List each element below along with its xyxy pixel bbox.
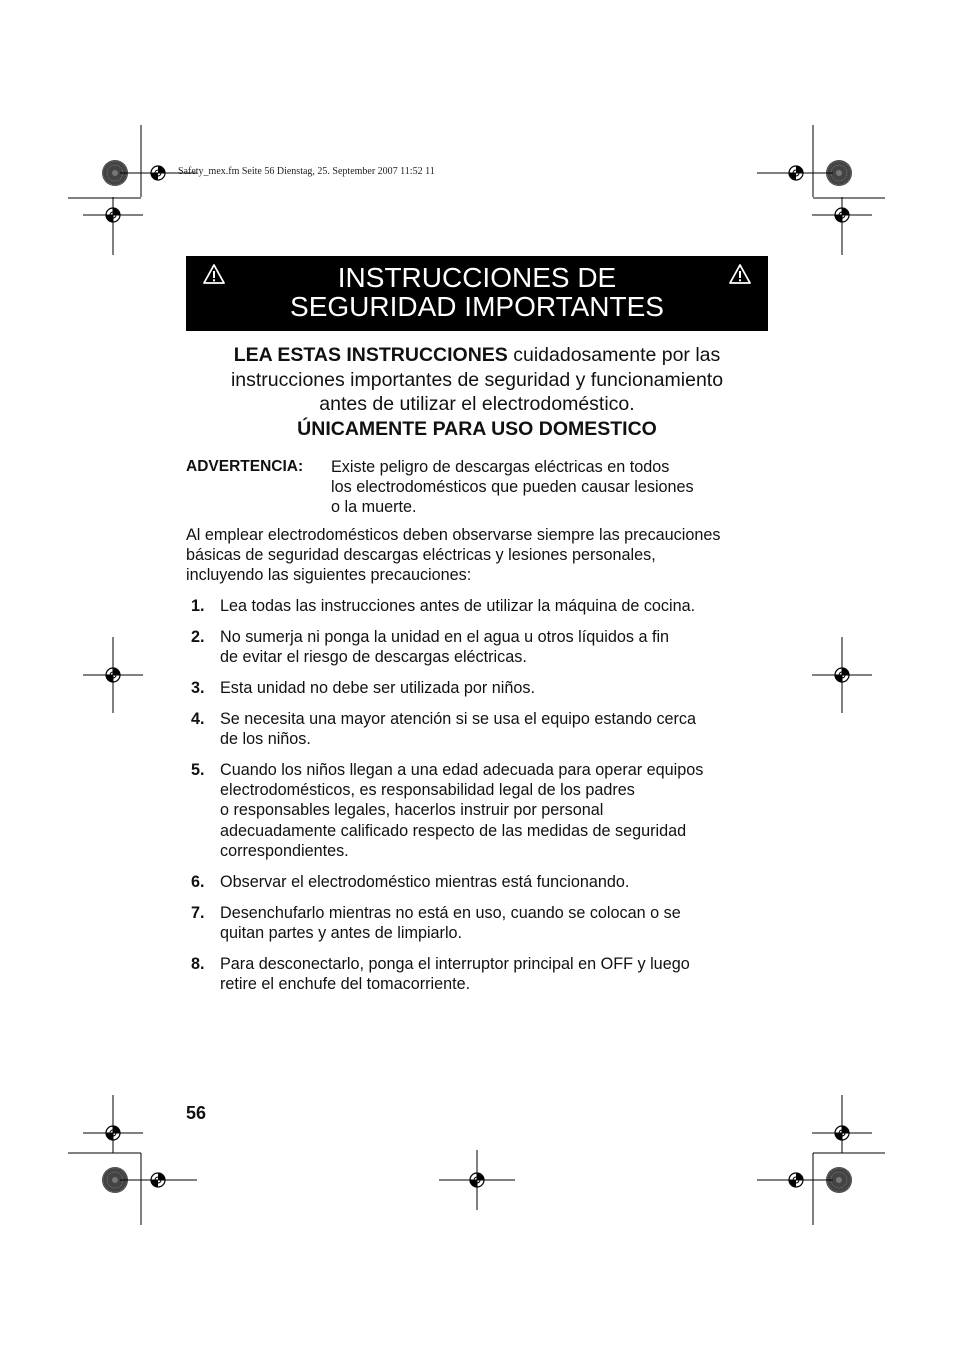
- registration-mark: [789, 166, 803, 180]
- registration-mark: [106, 668, 120, 682]
- item-number: 8.: [191, 954, 205, 973]
- intro-line-3: antes de utilizar el electrodoméstico.: [319, 393, 635, 415]
- registration-mark: [106, 1126, 120, 1140]
- item-line: de evitar el riesgo de descargas eléctricas.: [220, 648, 527, 667]
- registration-mark: [151, 166, 165, 180]
- warning-line: Existe peligro de descargas eléctricas en todos: [331, 458, 670, 476]
- item-number: 5.: [191, 760, 205, 779]
- item-line: de los niños.: [220, 730, 311, 749]
- item-line: Para desconectarlo, ponga el interruptor principal en OFF y luego: [220, 954, 690, 973]
- title-banner: [186, 256, 768, 331]
- warning-line: los electrodomésticos que pueden causar lesiones: [331, 478, 694, 497]
- item-line: Lea todas las instrucciones antes de utilizar la máquina de cocina.: [220, 597, 696, 615]
- page-number: 56: [186, 1103, 207, 1123]
- intro-paragraph: [186, 343, 768, 441]
- item-line: Desenchufarlo mientras no está en uso, cuando se colocan o se: [220, 903, 681, 922]
- item-line: o responsables legales, hacerlos instruir por personal: [220, 801, 604, 820]
- warning-label: ADVERTENCIA:: [186, 458, 304, 475]
- intro-bold-lead: LEA ESTAS INSTRUCCIONES: [233, 344, 508, 366]
- registration-mark: [835, 1126, 849, 1140]
- title-line-2: SEGURIDAD IMPORTANTES: [290, 291, 664, 322]
- item-line: correspondientes.: [220, 841, 349, 860]
- list-item: [186, 903, 776, 943]
- registration-mark: [470, 1173, 484, 1187]
- title-line-1: INSTRUCCIONES DE: [337, 262, 617, 293]
- item-line: quitan partes y antes de limpiarlo.: [220, 923, 463, 942]
- intro-line-2: instrucciones importantes de seguridad y funcionamiento: [230, 368, 724, 391]
- precautions-intro: [186, 525, 776, 586]
- registration-mark: [835, 668, 849, 682]
- registration-mark: [835, 208, 849, 222]
- item-line: electrodomésticos, es responsabilidad legal de los padres: [220, 781, 635, 800]
- registration-mark: [106, 208, 120, 222]
- item-line: Se necesita una mayor atención si se usa el equipo estando cerca: [220, 709, 697, 728]
- warning-line: o la muerte.: [331, 498, 417, 517]
- precautions-line: Al emplear electrodomésticos deben observarse siempre las precauciones: [186, 526, 721, 544]
- item-number: 2.: [191, 627, 205, 646]
- household-use-only: ÚNICAMENTE PARA USO DOMESTICO: [297, 417, 657, 440]
- intro-line-1: cuidadosamente por las: [507, 344, 721, 366]
- item-line: Observar el electrodoméstico mientras está funcionando.: [220, 872, 630, 891]
- precautions-line: básicas de seguridad descargas eléctricas y lesiones personales,: [186, 546, 656, 565]
- precautions-line: incluyendo las siguientes precauciones:: [186, 566, 472, 585]
- print-file-header: Safety_mex.fm Seite 56 Dienstag, 25. September 2007 11:52 11: [178, 166, 435, 177]
- list-item: [186, 627, 776, 667]
- warning-text: [331, 457, 751, 518]
- item-number: 6.: [191, 872, 205, 891]
- item-number: 1.: [191, 597, 205, 615]
- registration-mark: [151, 1173, 165, 1187]
- item-number: 7.: [191, 903, 205, 922]
- safety-instructions-list: [186, 596, 776, 1005]
- warning-triangle-icon: [729, 264, 751, 284]
- list-item: [186, 760, 776, 861]
- list-item: [186, 872, 776, 892]
- item-number: 3.: [191, 678, 205, 697]
- item-line: adecuadamente calificado respecto de las medidas de seguridad: [220, 821, 687, 840]
- page-title: [186, 263, 768, 321]
- item-number: 4.: [191, 709, 205, 728]
- item-line: retire el enchufe del tomacorriente.: [220, 974, 471, 993]
- list-item: [186, 596, 776, 616]
- item-line: No sumerja ni ponga la unidad en el agua u otros líquidos a fin: [220, 627, 670, 646]
- item-line: Cuando los niños llegan a una edad adecuada para operar equipos: [220, 760, 704, 779]
- registration-mark: [789, 1173, 803, 1187]
- list-item: [186, 954, 776, 994]
- item-line: Esta unidad no debe ser utilizada por niños.: [220, 678, 535, 697]
- list-item: [186, 709, 776, 749]
- list-item: [186, 678, 776, 698]
